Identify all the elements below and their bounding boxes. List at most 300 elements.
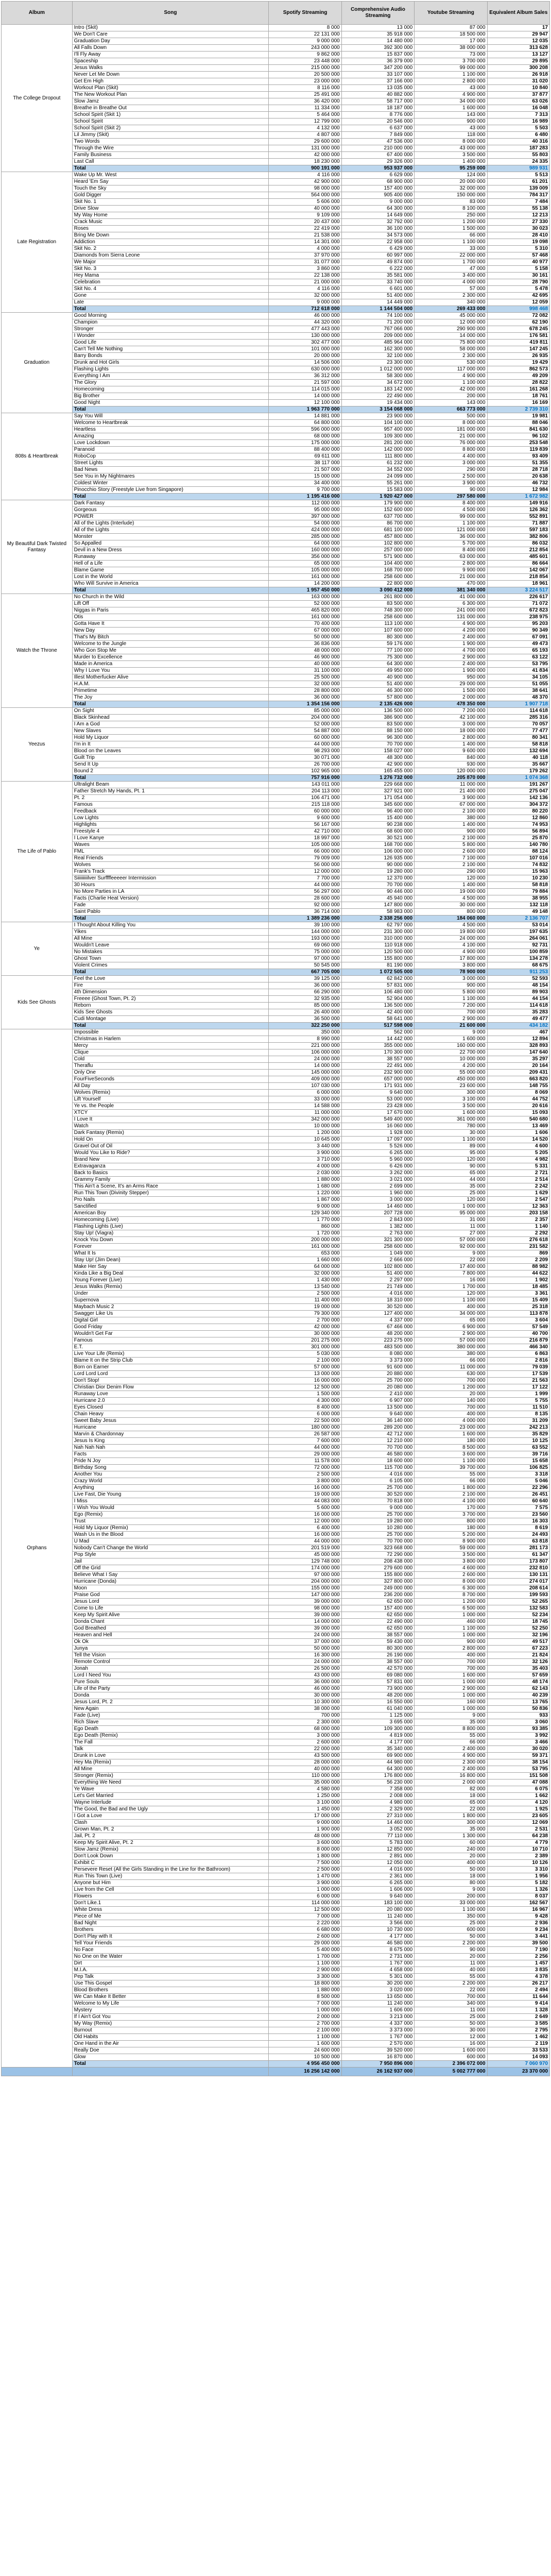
equivalent-sales-cell: 12 984 xyxy=(487,487,549,494)
equivalent-sales-cell: 17 539 xyxy=(487,1371,549,1378)
spotify-cell: 92 000 000 xyxy=(269,902,341,909)
youtube-cell: 17 400 000 xyxy=(415,1264,487,1270)
spotify-cell: 21 507 000 xyxy=(269,467,341,473)
spotify-cell: 3 300 000 xyxy=(269,1974,341,1980)
youtube-cell: 50 000 xyxy=(415,2021,487,2027)
table-row xyxy=(2,1934,550,1940)
table-row xyxy=(2,1458,550,1465)
table-row xyxy=(2,1733,550,1739)
spotify-cell: 67 000 000 xyxy=(269,628,341,634)
song-cell: Monster xyxy=(72,534,269,540)
spotify-cell: 14 000 000 xyxy=(269,1619,341,1625)
spotify-cell: 2 220 000 xyxy=(269,1920,341,1927)
youtube-cell: 60 000 xyxy=(415,1840,487,1846)
audio-streaming-cell: 170 300 000 xyxy=(341,1049,414,1056)
spotify-cell: 48 000 000 xyxy=(269,648,341,654)
youtube-cell: 250 000 xyxy=(415,212,487,219)
youtube-cell: 2 400 000 xyxy=(415,1766,487,1773)
song-cell: Hurricane xyxy=(72,1425,269,1431)
song-cell: Kinda Like a Big Deal xyxy=(72,1270,269,1277)
youtube-cell: 21 000 000 xyxy=(415,433,487,440)
song-cell: Let's Get Married xyxy=(72,1793,269,1800)
table-row xyxy=(2,1170,550,1177)
audio-streaming-cell: 7 849 000 xyxy=(341,132,414,139)
equivalent-sales-cell: 29 895 xyxy=(487,58,549,65)
audio-streaming-cell: 171 054 000 xyxy=(341,795,414,802)
spotify-cell: 56 167 000 xyxy=(269,822,341,828)
table-row xyxy=(2,1987,550,1994)
equivalent-sales-cell: 191 267 xyxy=(487,782,549,788)
table-row xyxy=(2,1713,550,1719)
spotify-cell: 30 000 000 xyxy=(269,1331,341,1337)
spotify-cell: 285 000 000 xyxy=(269,534,341,540)
table-body xyxy=(2,25,550,2076)
table-row xyxy=(2,708,550,715)
table-row xyxy=(2,1498,550,1505)
song-cell: Piece of Me xyxy=(72,1913,269,1920)
song-cell: Maybach Music 2 xyxy=(72,1304,269,1311)
youtube-cell: 1 000 000 xyxy=(415,1706,487,1713)
table-row xyxy=(2,1806,550,1813)
song-cell: Swagger Like Us xyxy=(72,1311,269,1317)
spotify-cell: 12 100 000 xyxy=(269,400,341,406)
table-row xyxy=(2,1190,550,1197)
audio-streaming-cell: 571 900 000 xyxy=(341,554,414,561)
song-cell: Dirt xyxy=(72,1960,269,1967)
equivalent-sales-cell: 1 457 xyxy=(487,1960,549,1967)
equivalent-sales-cell: 3 318 xyxy=(487,1471,549,1478)
table-row xyxy=(2,273,550,279)
equivalent-sales-cell: 63 552 xyxy=(487,1445,549,1451)
song-cell: Wash Us in the Blood xyxy=(72,1532,269,1538)
youtube-cell: 18 500 000 xyxy=(415,31,487,38)
youtube-cell: 9 000 xyxy=(415,1887,487,1893)
spotify-cell: 43 000 000 xyxy=(269,1672,341,1679)
song-cell: Trust xyxy=(72,1518,269,1525)
youtube-cell: 700 000 xyxy=(415,1009,487,1016)
spotify-cell: 16 300 000 xyxy=(269,1652,341,1659)
table-row xyxy=(2,788,550,795)
youtube-cell: 42 100 000 xyxy=(415,715,487,721)
audio-streaming-cell: 3 213 000 xyxy=(341,2014,414,2021)
audio-streaming-cell: 207 728 000 xyxy=(341,1210,414,1217)
album-name-cell: Ye xyxy=(2,922,73,976)
spotify-cell: 1 770 000 xyxy=(269,1217,341,1224)
table-row xyxy=(2,1726,550,1733)
audio-streaming-cell: 64 300 000 xyxy=(341,206,414,212)
table-row xyxy=(2,581,550,587)
equivalent-sales-cell: 57 468 xyxy=(487,252,549,259)
song-cell: I Am a God xyxy=(72,721,269,728)
audio-streaming-cell: 90 000 000 xyxy=(341,862,414,869)
equivalent-sales-cell: 60 640 xyxy=(487,1498,549,1505)
song-cell: Lift Off xyxy=(72,601,269,607)
youtube-cell: 17 000 xyxy=(415,38,487,45)
table-row xyxy=(2,1150,550,1157)
youtube-cell: 170 000 xyxy=(415,1505,487,1512)
equivalent-sales-cell: 1 140 xyxy=(487,1224,549,1230)
audio-streaming-cell: 1 012 000 000 xyxy=(341,366,414,373)
table-row xyxy=(2,641,550,648)
equivalent-sales-cell: 48 174 xyxy=(487,1679,549,1686)
table-row xyxy=(2,654,550,661)
song-cell: No Church in the Wild xyxy=(72,594,269,601)
youtube-cell: 8 800 000 xyxy=(415,1726,487,1733)
audio-streaming-cell: 58 300 000 xyxy=(341,373,414,380)
youtube-cell: 1 300 000 xyxy=(415,1833,487,1840)
table-row xyxy=(2,1873,550,1880)
audio-streaming-cell: 57 800 000 xyxy=(341,694,414,701)
youtube-cell: 11 000 000 xyxy=(415,782,487,788)
table-row xyxy=(2,199,550,206)
song-cell: Niggas in Paris xyxy=(72,607,269,614)
youtube-cell: 4 500 000 xyxy=(415,922,487,929)
song-cell: Reborn xyxy=(72,1003,269,1009)
equivalent-sales-cell: 88 982 xyxy=(487,1264,549,1270)
spotify-cell: 13 000 000 xyxy=(269,1371,341,1378)
audio-streaming-cell: 6 426 000 xyxy=(341,1163,414,1170)
song-cell: Eyes Closed xyxy=(72,1404,269,1411)
table-row xyxy=(2,1016,550,1023)
spotify-cell: 42 900 000 xyxy=(269,179,341,185)
spotify-cell: 302 477 000 xyxy=(269,340,341,346)
audio-streaming-cell: 22 800 000 xyxy=(341,581,414,587)
audio-streaming-cell: 57 831 000 xyxy=(341,982,414,989)
youtube-cell: 89 000 xyxy=(415,1143,487,1150)
song-cell: Drunk and Hot Girls xyxy=(72,360,269,366)
table-row xyxy=(2,547,550,554)
song-cell: Can't Tell Me Nothing xyxy=(72,346,269,353)
youtube-cell: 3 500 000 xyxy=(415,152,487,159)
youtube-cell: 2 500 000 xyxy=(415,473,487,480)
table-row xyxy=(2,1545,550,1552)
spotify-cell: 85 000 000 xyxy=(269,1003,341,1009)
audio-streaming-cell: 485 964 000 xyxy=(341,340,414,346)
audio-streaming-cell: 4 658 000 xyxy=(341,1967,414,1974)
spotify-cell: 6 000 000 xyxy=(269,1090,341,1096)
equivalent-sales-cell: 5 513 xyxy=(487,172,549,179)
equivalent-sales-cell: 40 239 xyxy=(487,1692,549,1699)
spotify-cell: 16 000 000 xyxy=(269,1485,341,1492)
song-cell: Champion xyxy=(72,319,269,326)
song-cell: Primetime xyxy=(72,688,269,694)
spotify-cell: 54 887 000 xyxy=(269,728,341,735)
table-row xyxy=(2,386,550,393)
equivalent-sales-cell: 48 154 xyxy=(487,982,549,989)
spotify-cell: 36 714 000 xyxy=(269,909,341,916)
equivalent-sales-cell: 46 732 xyxy=(487,480,549,487)
song-cell: Family Business xyxy=(72,152,269,159)
youtube-cell: 150 000 000 xyxy=(415,192,487,199)
youtube-cell: 1 000 000 xyxy=(415,1632,487,1639)
song-cell: Late xyxy=(72,299,269,306)
audio-streaming-cell: 19 434 000 xyxy=(341,400,414,406)
table-row xyxy=(2,1465,550,1471)
song-cell: Chain Heavy xyxy=(72,1411,269,1418)
spotify-cell: 4 116 000 xyxy=(269,286,341,293)
spotify-cell: 180 000 000 xyxy=(269,1425,341,1431)
audio-streaming-cell: 27 310 000 xyxy=(341,1813,414,1820)
audio-streaming-cell: 18 187 000 xyxy=(341,105,414,112)
youtube-cell: 290 000 xyxy=(415,869,487,875)
audio-streaming-cell: 347 200 000 xyxy=(341,65,414,72)
spotify-cell: 60 000 000 xyxy=(269,735,341,741)
spotify-cell: 46 900 000 xyxy=(269,654,341,661)
youtube-cell: 6 300 000 xyxy=(415,1585,487,1592)
audio-streaming-cell: 6 105 000 xyxy=(341,1478,414,1485)
equivalent-sales-cell: 16 303 xyxy=(487,1518,549,1525)
table-row xyxy=(2,1451,550,1458)
audio-streaming-cell: 42 900 000 xyxy=(341,761,414,768)
song-cell: Pride N Joy xyxy=(72,1458,269,1465)
table-row xyxy=(2,1036,550,1043)
table-row xyxy=(2,266,550,273)
equivalent-sales-cell: 8 037 xyxy=(487,1893,549,1900)
equivalent-sales-cell: 62 190 xyxy=(487,319,549,326)
spotify-cell: 8 990 000 xyxy=(269,1036,341,1043)
spotify-cell: 44 320 000 xyxy=(269,319,341,326)
spotify-cell: 98 293 000 xyxy=(269,748,341,755)
spotify-cell: 17 000 000 xyxy=(269,1813,341,1820)
audio-streaming-cell: 106 000 000 xyxy=(341,849,414,855)
audio-streaming-cell: 107 600 000 xyxy=(341,628,414,634)
song-cell: Tell Your Friends xyxy=(72,1940,269,1947)
grand-equivalent-sales-cell: 23 370 000 xyxy=(487,2067,549,2076)
audio-streaming-cell: 2 297 000 xyxy=(341,1277,414,1284)
spotify-cell: 14 200 000 xyxy=(269,581,341,587)
equivalent-sales-cell: 70 057 xyxy=(487,721,549,728)
table-row xyxy=(2,1250,550,1257)
audio-streaming-cell: 62 650 000 xyxy=(341,1599,414,1605)
spotify-cell: 12 000 000 xyxy=(269,869,341,875)
youtube-cell: 55 000 000 xyxy=(415,1070,487,1076)
audio-streaming-cell: 3 052 000 xyxy=(341,1826,414,1833)
spotify-cell: 5 030 000 xyxy=(269,1351,341,1358)
song-cell: One Hand in the Air xyxy=(72,2041,269,2047)
song-cell: Who Gon Stop Me xyxy=(72,648,269,654)
song-cell: Tell the Vision xyxy=(72,1652,269,1659)
table-row xyxy=(2,1049,550,1056)
table-row xyxy=(2,1284,550,1291)
audio-streaming-cell: 120 500 000 xyxy=(341,949,414,956)
equivalent-sales-cell: 40 316 xyxy=(487,139,549,145)
equivalent-sales-cell: 2 209 xyxy=(487,1257,549,1264)
table-row xyxy=(2,909,550,916)
equivalent-sales-cell: 2 721 xyxy=(487,1170,549,1177)
audio-streaming-cell: 12 850 000 xyxy=(341,1846,414,1853)
table-row xyxy=(2,52,550,58)
equivalent-sales-cell: 23 605 xyxy=(487,1813,549,1820)
song-cell: Fade (Live) xyxy=(72,1713,269,1719)
song-cell: Another You xyxy=(72,1471,269,1478)
youtube-cell: 290 900 000 xyxy=(415,326,487,333)
audio-streaming-cell: 39 520 000 xyxy=(341,2047,414,2054)
audio-streaming-cell: 12 370 000 xyxy=(341,875,414,882)
equivalent-sales-cell: 142 136 xyxy=(487,795,549,802)
table-row xyxy=(2,1692,550,1699)
equivalent-sales-cell: 208 614 xyxy=(487,1585,549,1592)
audio-streaming-cell: 147 800 000 xyxy=(341,902,414,909)
table-row xyxy=(2,882,550,889)
table-row xyxy=(2,534,550,540)
equivalent-sales-cell: 2 547 xyxy=(487,1197,549,1204)
youtube-cell: 30 000 xyxy=(415,1130,487,1137)
equivalent-sales-cell: 72 082 xyxy=(487,313,549,319)
audio-streaming-cell: 6 265 000 xyxy=(341,1880,414,1887)
youtube-cell: 930 000 xyxy=(415,761,487,768)
spotify-cell: 1 500 000 xyxy=(269,1391,341,1398)
audio-streaming-cell: 51 400 000 xyxy=(341,1270,414,1277)
song-cell: Last Call xyxy=(72,159,269,165)
table-row xyxy=(2,1177,550,1183)
total-audio-streaming-cell: 517 598 000 xyxy=(341,1023,414,1029)
youtube-cell: 90 000 xyxy=(415,1947,487,1954)
spotify-cell: 10 500 000 xyxy=(269,2054,341,2061)
spotify-cell: 39 000 000 xyxy=(269,1612,341,1619)
audio-streaming-cell: 6 637 000 xyxy=(341,125,414,132)
equivalent-sales-cell: 57 659 xyxy=(487,1672,549,1679)
table-row xyxy=(2,1157,550,1163)
table-row xyxy=(2,145,550,152)
table-row xyxy=(2,721,550,728)
youtube-cell: 3 500 000 xyxy=(415,1103,487,1110)
spotify-cell: 29 000 000 xyxy=(269,1940,341,1947)
table-row xyxy=(2,1592,550,1599)
equivalent-sales-cell: 132 118 xyxy=(487,902,549,909)
table-row xyxy=(2,1585,550,1592)
equivalent-sales-cell: 61 347 xyxy=(487,1552,549,1558)
audio-streaming-cell: 18 310 000 xyxy=(341,1297,414,1304)
total-label-cell: Total xyxy=(72,916,269,922)
equivalent-sales-cell: 5 331 xyxy=(487,1163,549,1170)
song-cell: Slow Jamz xyxy=(72,98,269,105)
audio-streaming-cell: 8 776 000 xyxy=(341,112,414,118)
equivalent-sales-cell: 22 296 xyxy=(487,1485,549,1492)
table-row xyxy=(2,795,550,802)
audio-streaming-cell: 52 904 000 xyxy=(341,996,414,1003)
equivalent-sales-cell: 49 148 xyxy=(487,909,549,916)
audio-streaming-cell: 36 100 000 xyxy=(341,226,414,232)
spotify-cell: 700 000 xyxy=(269,1713,341,1719)
table-row xyxy=(2,527,550,534)
equivalent-sales-cell: 90 349 xyxy=(487,628,549,634)
youtube-cell: 1 100 000 xyxy=(415,1297,487,1304)
equivalent-sales-cell: 5 755 xyxy=(487,1398,549,1404)
audio-streaming-cell: 22 490 000 xyxy=(341,1619,414,1625)
spotify-cell: 16 000 000 xyxy=(269,1532,341,1538)
song-cell: POWER xyxy=(72,514,269,520)
song-cell: We Major xyxy=(72,259,269,266)
spotify-cell: 42 000 000 xyxy=(269,152,341,159)
table-row xyxy=(2,1632,550,1639)
youtube-cell: 143 000 xyxy=(415,112,487,118)
audio-streaming-cell: 102 800 000 xyxy=(341,1264,414,1270)
total-youtube-cell: 663 773 000 xyxy=(415,406,487,413)
song-cell: Blood on the Leaves xyxy=(72,748,269,755)
audio-streaming-cell: 12 050 000 xyxy=(341,1860,414,1867)
spotify-cell: 3 100 000 xyxy=(269,1800,341,1806)
audio-streaming-cell: 80 300 000 xyxy=(341,1646,414,1652)
youtube-cell: 900 000 xyxy=(415,1639,487,1646)
equivalent-sales-cell: 4 378 xyxy=(487,1974,549,1980)
audio-streaming-cell: 4 016 000 xyxy=(341,1291,414,1297)
spotify-cell: 50 000 000 xyxy=(269,634,341,641)
youtube-cell: 240 000 xyxy=(415,1846,487,1853)
equivalent-sales-cell: 869 xyxy=(487,1250,549,1257)
song-cell: Forever xyxy=(72,1244,269,1250)
equivalent-sales-cell: 6 480 xyxy=(487,132,549,139)
youtube-cell: 4 900 000 xyxy=(415,1753,487,1759)
table-row xyxy=(2,520,550,527)
total-youtube-cell: 95 259 000 xyxy=(415,165,487,172)
spotify-cell: 97 000 000 xyxy=(269,956,341,962)
spotify-cell: 64 800 000 xyxy=(269,420,341,427)
audio-streaming-cell: 15 583 000 xyxy=(341,487,414,494)
audio-streaming-cell: 1 125 000 xyxy=(341,1713,414,1719)
youtube-cell: 32 000 000 xyxy=(415,185,487,192)
song-cell: The New Workout Plan xyxy=(72,92,269,98)
equivalent-sales-cell: 2 256 xyxy=(487,1954,549,1960)
song-cell: Flowers xyxy=(72,1893,269,1900)
audio-streaming-cell: 77 100 000 xyxy=(341,648,414,654)
youtube-cell: 55 000 xyxy=(415,1471,487,1478)
audio-streaming-cell: 6 429 000 xyxy=(341,246,414,252)
spotify-cell: 32 000 000 xyxy=(269,681,341,688)
youtube-cell: 1 100 000 xyxy=(415,72,487,78)
grand-blank-album-cell xyxy=(2,2067,73,2076)
equivalent-sales-cell: 35 667 xyxy=(487,761,549,768)
youtube-cell: 181 000 000 xyxy=(415,427,487,433)
album-total-row xyxy=(2,587,550,594)
audio-streaming-cell: 64 300 000 xyxy=(341,1766,414,1773)
table-row xyxy=(2,822,550,828)
spotify-cell: 11 000 000 xyxy=(269,1110,341,1116)
table-row xyxy=(2,1103,550,1110)
youtube-cell: 1 100 000 xyxy=(415,1458,487,1465)
song-cell: Saint Pablo xyxy=(72,909,269,916)
spotify-cell: 26 700 000 xyxy=(269,761,341,768)
song-cell: Keep My Spirit Alive, Pt. 2 xyxy=(72,1840,269,1846)
equivalent-sales-cell: 3 604 xyxy=(487,1317,549,1324)
spotify-cell: 114 000 000 xyxy=(269,1900,341,1907)
spotify-cell: 3 440 000 xyxy=(269,1143,341,1150)
song-cell: XTCY xyxy=(72,1110,269,1116)
spotify-cell: 1 220 000 xyxy=(269,1190,341,1197)
audio-streaming-cell: 80 300 000 xyxy=(341,634,414,641)
song-cell: Don't Play with It xyxy=(72,1934,269,1940)
audio-streaming-cell: 1 606 000 xyxy=(341,1887,414,1893)
audio-streaming-cell: 168 700 000 xyxy=(341,842,414,849)
table-row xyxy=(2,1384,550,1391)
song-cell: New Slaves xyxy=(72,728,269,735)
youtube-cell: 5 800 000 xyxy=(415,989,487,996)
equivalent-sales-cell: 21 824 xyxy=(487,1652,549,1659)
table-row xyxy=(2,735,550,741)
song-cell: Wolves xyxy=(72,862,269,869)
equivalent-sales-cell: 3 441 xyxy=(487,1934,549,1940)
song-cell: Ye Wave xyxy=(72,1786,269,1793)
equivalent-sales-cell: 148 755 xyxy=(487,1083,549,1090)
table-row xyxy=(2,1130,550,1137)
audio-streaming-cell: 46 580 000 xyxy=(341,1451,414,1458)
audio-streaming-cell: 69 080 000 xyxy=(341,1672,414,1679)
audio-streaming-cell: 23 428 000 xyxy=(341,1103,414,1110)
youtube-cell: 2 900 000 xyxy=(415,1016,487,1023)
equivalent-sales-cell: 14 093 xyxy=(487,2054,549,2061)
audio-streaming-cell: 71 200 000 xyxy=(341,319,414,326)
youtube-cell: 2 100 000 xyxy=(415,808,487,815)
song-cell: Persevere Reset (All the Girls Standing in the Line for the Bathroom) xyxy=(72,1867,269,1873)
